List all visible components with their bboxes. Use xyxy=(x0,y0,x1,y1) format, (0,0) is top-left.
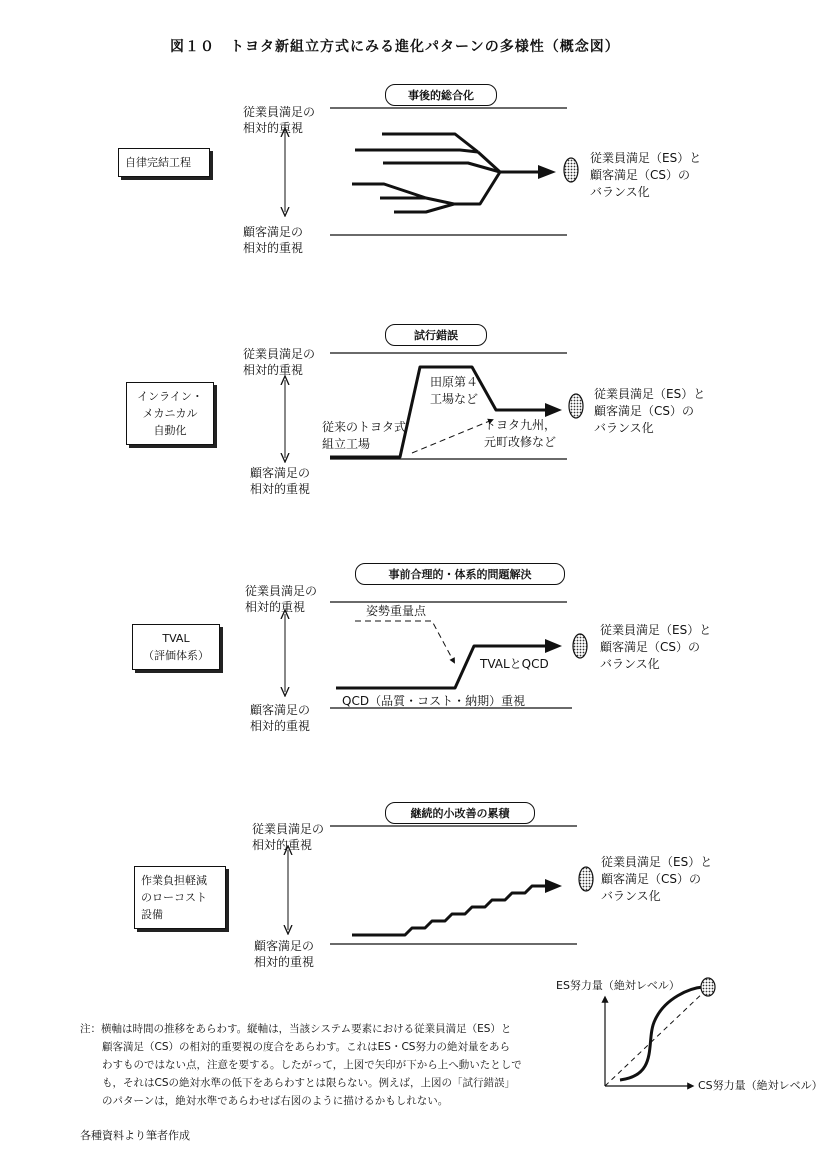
panel2-result-3: バランス化 xyxy=(594,421,654,435)
panel3-result-2: 顧客満足（CS）の xyxy=(600,640,700,654)
panel3-axis-top-2: 相対的重視 xyxy=(245,600,306,614)
panel4-label: 継続的小改善の累積 xyxy=(385,802,535,824)
panel1-axis-bottom-1: 顧客満足の xyxy=(243,225,304,239)
panel2-axis-bottom-2: 相対的重視 xyxy=(250,482,311,496)
posture-annotation: 姿勢重量点 xyxy=(366,604,427,618)
panel3-result-1: 従業員満足（ES）と xyxy=(600,623,712,637)
mini-chart-y-label: ES努力量（絶対レベル） xyxy=(556,979,680,992)
staircase-arrow xyxy=(352,886,545,935)
panel2-result-2: 顧客満足（CS）の xyxy=(594,404,694,418)
branching-arrow xyxy=(352,134,538,212)
mini-chart xyxy=(605,978,715,1086)
figure-title: 図１０ トヨタ新組立方式にみる進化パターンの多様性（概念図） xyxy=(170,39,620,55)
panel3-box-line-1: TVAL xyxy=(162,632,190,645)
footnote-line-4: も，それはCSの絶対水準の低下をあらわすとは限らない。例えば，上図の「試行錯誤」 xyxy=(102,1077,515,1089)
panel2-label: 試行錯誤 xyxy=(385,324,487,346)
panel1-box xyxy=(118,148,210,177)
balance-circle-2 xyxy=(569,394,583,418)
panel2-axis-top-2: 相対的重視 xyxy=(243,363,304,377)
panel4-axis-bottom-2: 相対的重視 xyxy=(254,955,315,969)
panel4-box-line-3: 設備 xyxy=(141,908,163,921)
panel3-axis-bottom-1: 顧客満足の xyxy=(250,703,311,717)
panel4-axis-top-1: 従業員満足の xyxy=(252,822,325,836)
panel3-box-line-2: （評価体系） xyxy=(143,649,209,662)
balance-circle-1 xyxy=(564,158,578,182)
panel4-result-2: 顧客満足（CS）の xyxy=(601,872,701,886)
panel4-axis-bottom-1: 顧客満足の xyxy=(254,939,315,953)
panel2-axis-bottom-1: 顧客満足の xyxy=(250,466,311,480)
tahara-annotation-2: 工場など xyxy=(430,392,479,406)
mini-chart-x-label: CS努力量（絶対レベル） xyxy=(698,1079,823,1092)
panel2-box-line-3: 自動化 xyxy=(153,424,187,437)
panel3-box xyxy=(132,624,220,670)
footnote-line-1: 注：横軸は時間の推移をあらわす。縦軸は，当該システム要素における従業員満足（ES）と xyxy=(80,1023,512,1035)
panel3-axis-bottom-2: 相対的重視 xyxy=(250,719,311,733)
tval-qcd-annotation: TVALとQCD xyxy=(480,657,549,671)
panel1-axis-top-1: 従業員満足の xyxy=(243,105,316,119)
panel4-axis-top-2: 相対的重視 xyxy=(252,838,313,852)
panel1-result-2: 顧客満足（CS）の xyxy=(590,168,690,182)
panel2-box xyxy=(126,382,214,445)
panel1-axis-bottom-2: 相対的重視 xyxy=(243,241,304,255)
panel2-box-line-1: インライン・ xyxy=(137,390,203,403)
panel1-box-line: 自律完結工程 xyxy=(125,156,191,169)
panel2-axis-top-1: 従業員満足の xyxy=(243,347,316,361)
panel3-axis-top-1: 従業員満足の xyxy=(245,584,318,598)
panel1-result-1: 従業員満足（ES）と xyxy=(590,151,702,165)
tahara-annotation-1: 田原第４ xyxy=(430,375,479,389)
panel1-label: 事後的総合化 xyxy=(385,84,497,106)
old-factory-annotation-2: 組立工場 xyxy=(322,437,371,451)
old-factory-annotation-1: 従来のトヨタ式 xyxy=(322,420,407,434)
source-note: 各種資料より筆者作成 xyxy=(80,1129,190,1142)
panel4-result-1: 従業員満足（ES）と xyxy=(601,855,713,869)
panel2-result-1: 従業員満足（ES）と xyxy=(594,387,706,401)
panel1-axis-top-2: 相対的重視 xyxy=(243,121,304,135)
footnote-line-5: のパターンは，絶対水準であらわせば右図のように描けるかもしれない。 xyxy=(102,1095,449,1107)
panel4-result-3: バランス化 xyxy=(601,889,661,903)
balance-circle-3 xyxy=(573,634,587,658)
balance-circle-4 xyxy=(579,867,593,891)
panel4-box xyxy=(134,866,226,929)
panel4-box-line-2: のローコスト xyxy=(141,891,207,904)
panel2-box-line-2: メカニカル xyxy=(142,407,198,420)
kyushu-annotation-2: 元町改修など xyxy=(484,435,557,449)
footnote-line-3: わすものではない点，注意を要する。したがって，上図で矢印が下から上へ動いたとしで xyxy=(102,1059,522,1071)
footnote-line-2: 顧客満足（CS）の相対的重要視の度合をあらわす。これはES・CS努力の絶対量をあら xyxy=(102,1041,510,1053)
kyushu-annotation-1: トヨタ九州， xyxy=(484,418,557,432)
panel1-result-3: バランス化 xyxy=(590,185,650,199)
footnote xyxy=(80,1020,522,1110)
panel4-box-line-1: 作業負担軽減 xyxy=(141,874,207,887)
panel3-label: 事前合理的・体系的問題解決 xyxy=(355,563,565,585)
panel3-result-3: バランス化 xyxy=(600,657,660,671)
qcd-annotation: QCD（品質・コスト・納期）重視 xyxy=(342,694,526,708)
